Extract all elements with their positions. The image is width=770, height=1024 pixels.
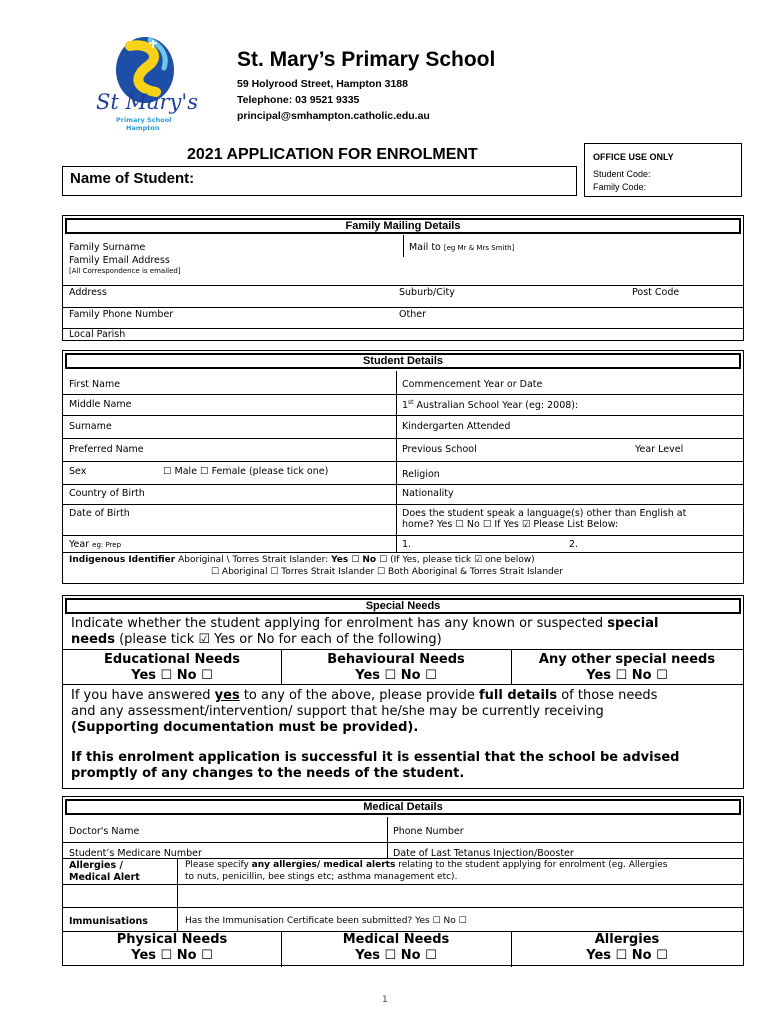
other-yes-no[interactable]: Yes ☐ No ☐	[586, 668, 668, 683]
medical-needs-header: Medical Needs	[342, 932, 450, 947]
medical-yes-no[interactable]: Yes ☐ No ☐	[355, 948, 437, 963]
allergies-label-1: Allergies /	[69, 860, 123, 871]
doctor-phone-label: Phone Number	[393, 826, 464, 837]
student-name-label: Name of Student:	[70, 170, 195, 187]
first-school-year-label: 1st Australian School Year (eg: 2008):	[402, 399, 579, 412]
allergies-instruction-2: to nuts, penicillin, bee stings etc; asthma management etc).	[185, 872, 458, 882]
school-name: St. Mary’s Primary School	[237, 48, 496, 71]
tetanus-label: Date of Last Tetanus Injection/Booster	[393, 848, 574, 859]
dob-label: Date of Birth	[69, 508, 130, 519]
other-needs-header: Any other special needs	[538, 652, 716, 667]
school-email: principal@smhampton.catholic.edu.au	[237, 110, 430, 122]
page-number: 1	[382, 995, 388, 1005]
behavioural-yes-no[interactable]: Yes ☐ No ☐	[355, 668, 437, 683]
special-details-5: promptly of any changes to the needs of the student.	[71, 766, 465, 781]
language-question-1: Does the student speak a language(s) other than English at	[402, 508, 687, 519]
first-name-label: First Name	[69, 379, 121, 390]
family-surname-label: Family Surname	[69, 242, 146, 253]
family-email-label: Family Email Address	[69, 255, 170, 266]
family-phone-label: Family Phone Number	[69, 309, 174, 320]
special-details-1: If you have answered yes to any of the above, please provide full details of those needs	[71, 688, 658, 703]
indigenous-question[interactable]: Indigenous Identifier Aboriginal \ Torres Strait Islander: Yes ☐ No ☐ (If Yes, please tick ☑ one below)	[69, 555, 535, 565]
office-title: OFFICE USE ONLY	[593, 152, 674, 162]
religion-label: Religion	[402, 469, 440, 480]
immunisation-question[interactable]: Has the Immunisation Certificate been submitted? Yes ☐ No ☐	[185, 916, 467, 926]
family-email-note: [All Correspondence is emailed]	[69, 267, 181, 275]
special-details-4: If this enrolment application is successful it is essential that the school be advised	[71, 750, 680, 765]
school-address: 59 Holyrood Street, Hampton 3188	[237, 78, 408, 90]
form-title: 2021 APPLICATION FOR ENROLMENT	[187, 146, 478, 163]
logo-script: St Mary's	[96, 90, 198, 114]
allergies-label-2: Medical Alert	[69, 872, 140, 883]
special-intro-2: needs (please tick ☑ Yes or No for each of the following)	[71, 632, 442, 647]
year-label: Year eg: Prep	[69, 539, 122, 550]
office-use-box	[584, 143, 742, 197]
sex-label: Sex	[69, 466, 87, 477]
language-list-2: 2.	[569, 539, 579, 550]
indigenous-options[interactable]: ☐ Aboriginal ☐ Torres Strait Islander ☐ Both Aboriginal & Torres Strait Islander	[211, 567, 563, 577]
postcode-label: Post Code	[632, 287, 680, 298]
commencement-label: Commencement Year or Date	[402, 379, 543, 390]
address-label: Address	[69, 287, 107, 298]
medicare-label: Student’s Medicare Number	[69, 848, 202, 859]
sex-options[interactable]: ☐ Male ☐ Female (please tick one)	[163, 466, 329, 477]
school-telephone: Telephone: 03 9521 9335	[237, 94, 360, 106]
student-section	[62, 350, 744, 584]
previous-school-label: Previous School	[402, 444, 477, 455]
family-section	[62, 215, 744, 341]
physical-yes-no[interactable]: Yes ☐ No ☐	[131, 948, 213, 963]
country-label: Country of Birth	[69, 488, 145, 499]
educational-yes-no[interactable]: Yes ☐ No ☐	[131, 668, 213, 683]
behavioural-needs-header: Behavioural Needs	[327, 652, 465, 667]
educational-needs-header: Educational Needs	[103, 652, 241, 667]
suburb-label: Suburb/City	[399, 287, 455, 298]
logo-line1: Primary School	[116, 116, 172, 124]
student-code-label: Student Code:	[593, 169, 651, 179]
special-details-2: and any assessment/intervention/ support that he/she may be currently receiving	[71, 704, 604, 719]
preferred-name-label: Preferred Name	[69, 444, 144, 455]
kindergarten-label: Kindergarten Attended	[402, 421, 511, 432]
family-heading: Family Mailing Details	[65, 218, 741, 234]
middle-name-label: Middle Name	[69, 399, 132, 410]
medical-heading: Medical Details	[65, 799, 741, 815]
allergies-header: Allergies	[594, 932, 660, 947]
language-list-1: 1.	[402, 539, 412, 550]
allergies-instruction-1: Please specify any allergies/ medical alerts relating to the student applying for enrolment (eg. Allergies	[185, 860, 668, 870]
allergies-yes-no[interactable]: Yes ☐ No ☐	[586, 948, 668, 963]
language-question-2[interactable]: home? Yes ☐ No ☐ If Yes ☑ Please List Below:	[402, 519, 619, 530]
immunisations-label: Immunisations	[69, 916, 148, 927]
student-heading: Student Details	[65, 353, 741, 369]
school-logo	[90, 34, 200, 134]
special-heading: Special Needs	[65, 598, 741, 614]
doctor-label: Doctor's Name	[69, 826, 140, 837]
special-details-3: (Supporting documentation must be provided).	[71, 720, 419, 735]
special-intro-1: Indicate whether the student applying for enrolment has any known or suspected special	[71, 616, 659, 631]
medical-section	[62, 796, 744, 966]
logo-line2: Hampton	[126, 124, 160, 132]
mail-to-label: Mail to [eg Mr & Mrs Smith]	[409, 242, 515, 253]
parish-label: Local Parish	[69, 329, 126, 340]
special-needs-section	[62, 595, 744, 789]
nationality-label: Nationality	[402, 488, 454, 499]
family-code-label: Family Code:	[593, 182, 647, 192]
year-level-label: Year Level	[635, 444, 684, 455]
surname-label: Surname	[69, 421, 112, 432]
other-label: Other	[399, 309, 426, 320]
physical-needs-header: Physical Needs	[116, 932, 228, 947]
